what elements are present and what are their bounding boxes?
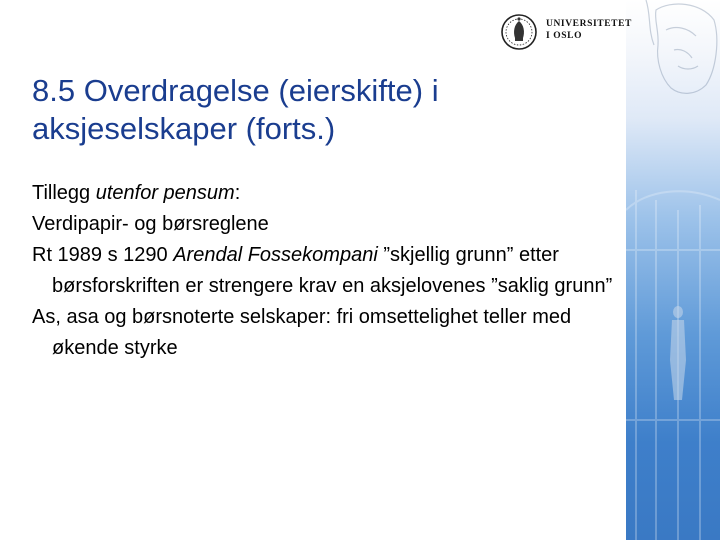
paragraph-2-text: Verdipapir- og børsreglene [32, 213, 269, 235]
university-name [546, 18, 632, 42]
slide-title: 8.5 Overdragelse (eierskifte) i aksjeselskaper (forts.) [32, 73, 439, 146]
university-logo [500, 12, 630, 56]
slide-body [32, 178, 632, 364]
paragraph-1-suffix: : [234, 182, 241, 204]
paragraph-4-text: As, asa og børsnoterte selskaper: fri omsettelighet teller med økende styrke [32, 306, 572, 359]
body-paragraph-1 [32, 178, 632, 209]
paragraph-3-suffix: ”skjellig grunn” etter børsforskriften er strengere krav en aksjelovenes ”saklig grunn” [52, 244, 613, 297]
paragraph-3-italic: Arendal Fossekompani [173, 244, 378, 266]
university-name-line1: UNIVERSITETET [546, 19, 632, 29]
body-paragraph-2 [32, 209, 632, 240]
body-paragraph-4 [32, 302, 632, 364]
statue-illustration [626, 0, 720, 540]
decorative-blue-strip [626, 0, 720, 540]
university-seal-icon [500, 12, 538, 52]
paragraph-3-text: Rt 1989 s 1290 [32, 244, 174, 266]
paragraph-1-italic: utenfor pensum [95, 182, 235, 204]
body-paragraph-3 [32, 240, 632, 302]
university-name-line2: I OSLO [546, 31, 583, 41]
paragraph-1-text: Tillegg [32, 182, 96, 204]
